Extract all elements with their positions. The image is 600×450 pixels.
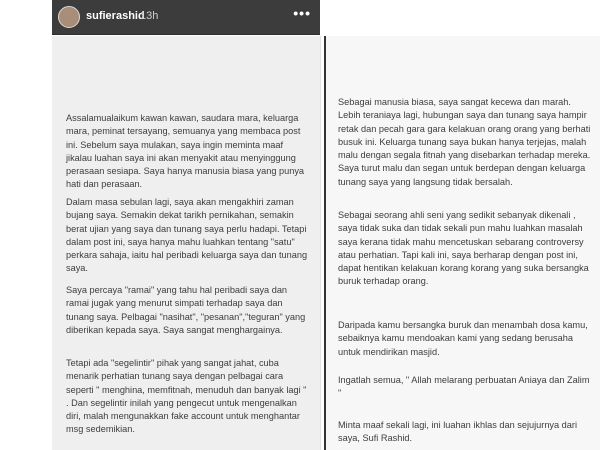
right-paragraph-1: Sebagai manusia biasa, saya sangat kecewa dan marah. Lebih teraniaya lagi, hubungan saya dan tunang saya hampir retak dan pecah gara gara kelakuan orang orang yang berhati busuk ini. Keluarga tunang saya bukan hanya terjejas, malah malu dengan segala fitnah yang disebarkan terhadap mereka. Saya turut malu dan segan untuk berdepan dengan keluarga tunang saya yang langsung tidak bersalah. bbox=[338, 97, 591, 187]
more-icon[interactable]: ••• bbox=[293, 5, 311, 21]
left-paragraph-2: Dalam masa sebulan lagi, saya akan mengakhiri zaman bujang saya. Semakin dekat tarikh pernikahan, semakin berat ujian yang saya dan tunang saya perlu hadapi. Tetapi dalam post ini, saya hanya mahu luahkan tentang "satu" perkara sahaja, iaitu hal peribadi keluarga saya dan tunang saya. bbox=[66, 197, 308, 274]
right-paragraph-3: Daripada kamu bersangka buruk dan menambah dosa kamu, sebaiknya kamu mendoakan kami yang sedang berusaha untuk mendirikan masjid. bbox=[338, 320, 588, 357]
right-paragraph-2: Sebagai seorang ahli seni yang sedikit sebanyak dikenali , saya tidak suka dan tidak sekali pun mahu luahkan masalah saya kerana tidak mahu mencetuskan sebarang controversy atau perhatian. Tapi kali ini, saya berharap dengan post ini, dapat hentikan kelakuan korang korang yang suka bersangka buruk terhadap orang. bbox=[338, 210, 589, 287]
right-paragraph-5: Minta maaf sekali lagi, ini luahan ikhlas dan sejujurnya dari saya, Sufi Rashid. bbox=[338, 420, 578, 444]
story-text-panel-left bbox=[52, 36, 321, 450]
left-paragraph-4: Tetapi ada "segelintir" pihak yang sangat jahat, cuba menarik perhatian tunang saya dengan pelbagai cara seperti " menghina, memfitnah, menuduh dan banyak lagi " . Dan segelintir inilah yang pengecut untuk mengenalkan diri, malah mengunakkan fake account untuk menghantar msg sedemikian. bbox=[66, 358, 307, 435]
avatar[interactable] bbox=[58, 6, 80, 28]
story-text-panel-right bbox=[324, 36, 600, 450]
story-header bbox=[52, 0, 320, 35]
username[interactable]: sufierashid bbox=[86, 10, 145, 22]
post-timestamp: 13h bbox=[140, 10, 159, 22]
left-paragraph-1: Assalamualaikum kawan kawan, saudara mara, keluarga mara, peminat tersayang, semuanya yang membaca post ini. Sebelum saya mulakan, saya ingin meminta maaf jikalau luahan saya ini akan menyakit atau menyinggung perasaan sesiapa. Saya hanya manusia biasa yang punya hati dan perasaan. bbox=[66, 113, 305, 190]
left-paragraph-3: Saya percaya "ramai" yang tahu hal peribadi saya dan ramai jugak yang menurut simpati terhadap saya dan tunang saya. Pelbagai "nasihat", "pesanan","teguran" yang diberikan kepada saya. Saya sangat menghargainya. bbox=[66, 285, 306, 335]
right-paragraph-4: Ingatlah semua, " Allah melarang perbuatan Aniaya dan Zalim " bbox=[338, 375, 590, 399]
